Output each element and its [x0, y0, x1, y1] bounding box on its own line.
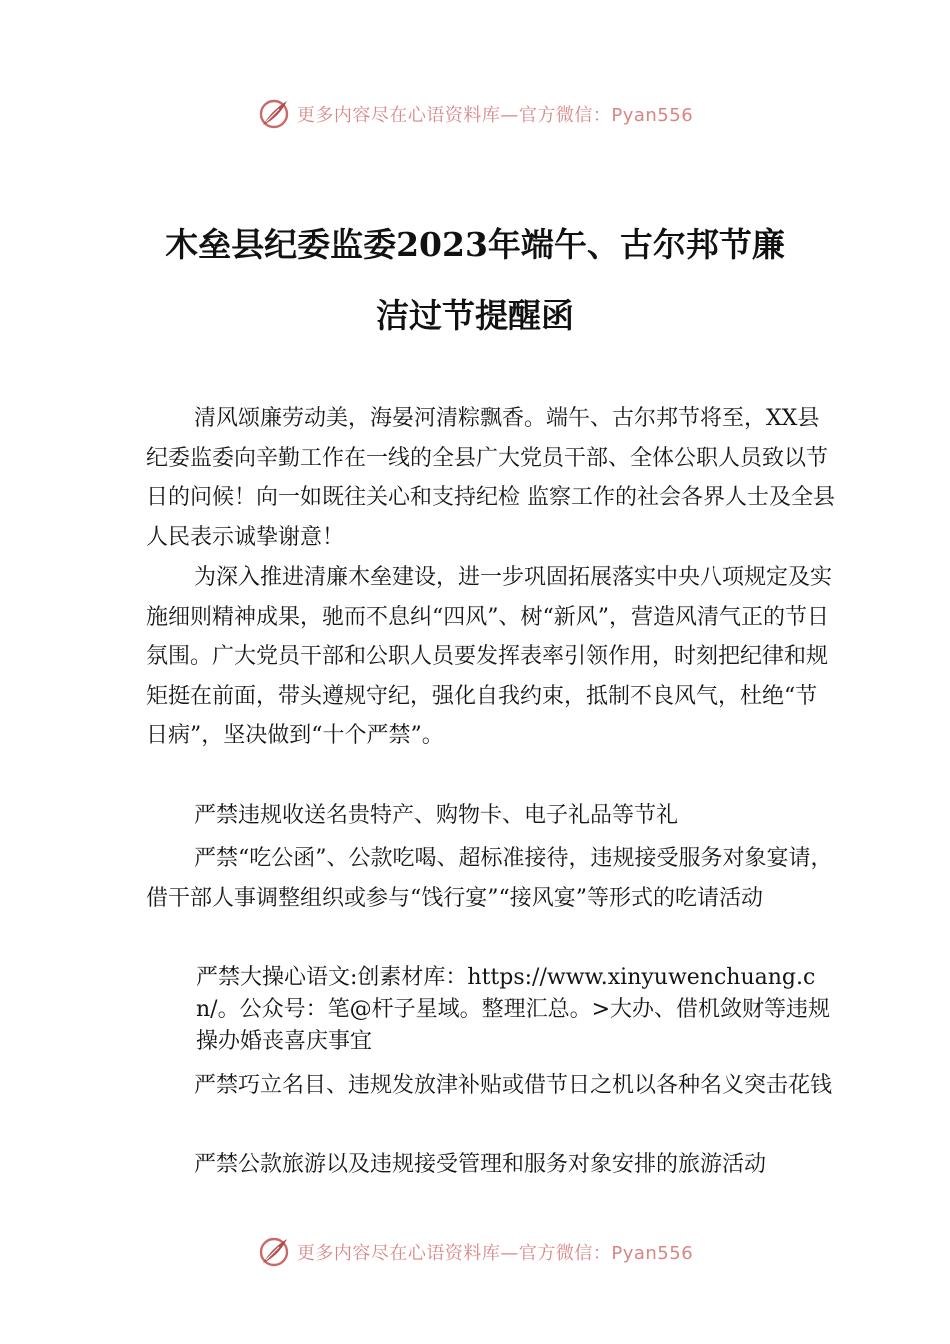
paragraph: 清风颂廉劳动美，海晏河清粽飘香。端午、古尔邦节将至，XX县纪委监委向辛勤工作在一线的全县广大党员干部、全体公职人员致以节日的问候！向一如既往关心和支持纪检 监察工作的社会各界人士及全县人民表示诚挚谢意！	[146, 406, 835, 550]
list-item-1	[146, 796, 836, 836]
watermark-banner-top	[0, 94, 950, 134]
list-item: 严禁公款旅游以及违规接受管理和服务对象安排的旅游活动	[194, 1152, 767, 1177]
feather-pen-logo-icon	[257, 97, 291, 131]
feather-pen-logo-icon	[257, 1235, 291, 1269]
list-item-3	[196, 962, 836, 1058]
paragraph-greeting	[146, 399, 836, 557]
list-item-2	[146, 839, 836, 918]
watermark-banner-bottom	[0, 1232, 950, 1272]
watermark-text: 更多内容尽在心语资料库—官方微信：Pyan556	[296, 1243, 694, 1264]
paragraph: 为深入推进清廉木垒建设，进一步巩固拓展落实中央八项规定及实施细则精神成果，驰而不息纠“四风”、树“新风”，营造风清气正的节日氛围。广大党员干部和公职人员要发挥表率引领作用，时刻把纪律和规矩挺在前面，带头遵规守纪，强化自我约束，抵制不良风气，杜绝“节日病”，坚决做到“十个严禁”。	[146, 565, 833, 748]
list-item: 严禁违规收送名贵特产、购物卡、电子礼品等节礼	[194, 803, 679, 828]
list-item: 严禁“吃公函”、公款吃喝、超标准接待，违规接受服务对象宴请，借干部人事调整组织或参与“饯行宴”“接风宴”等形式的吃请活动	[146, 846, 833, 911]
list-item: 严禁大操心语文:创素材库：https://www.xinyuwenchuang.cn/。公众号：笔@杆子星域。整理汇总。>大办、借机敛财等违规操办婚丧喜庆事宜	[196, 965, 831, 1054]
document-title-line-1: 木垒县纪委监委2023年端午、古尔邦节廉	[165, 225, 785, 264]
watermark-text: 更多内容尽在心语资料库—官方微信：Pyan556	[296, 105, 694, 126]
document-title-line-2: 洁过节提醒函	[376, 296, 574, 335]
list-item-5	[146, 1145, 836, 1185]
paragraph-requirements	[146, 558, 836, 756]
list-item: 严禁巧立名目、违规发放津补贴或借节日之机以各种名义突击花钱	[194, 1073, 833, 1098]
list-item-4	[146, 1066, 836, 1106]
